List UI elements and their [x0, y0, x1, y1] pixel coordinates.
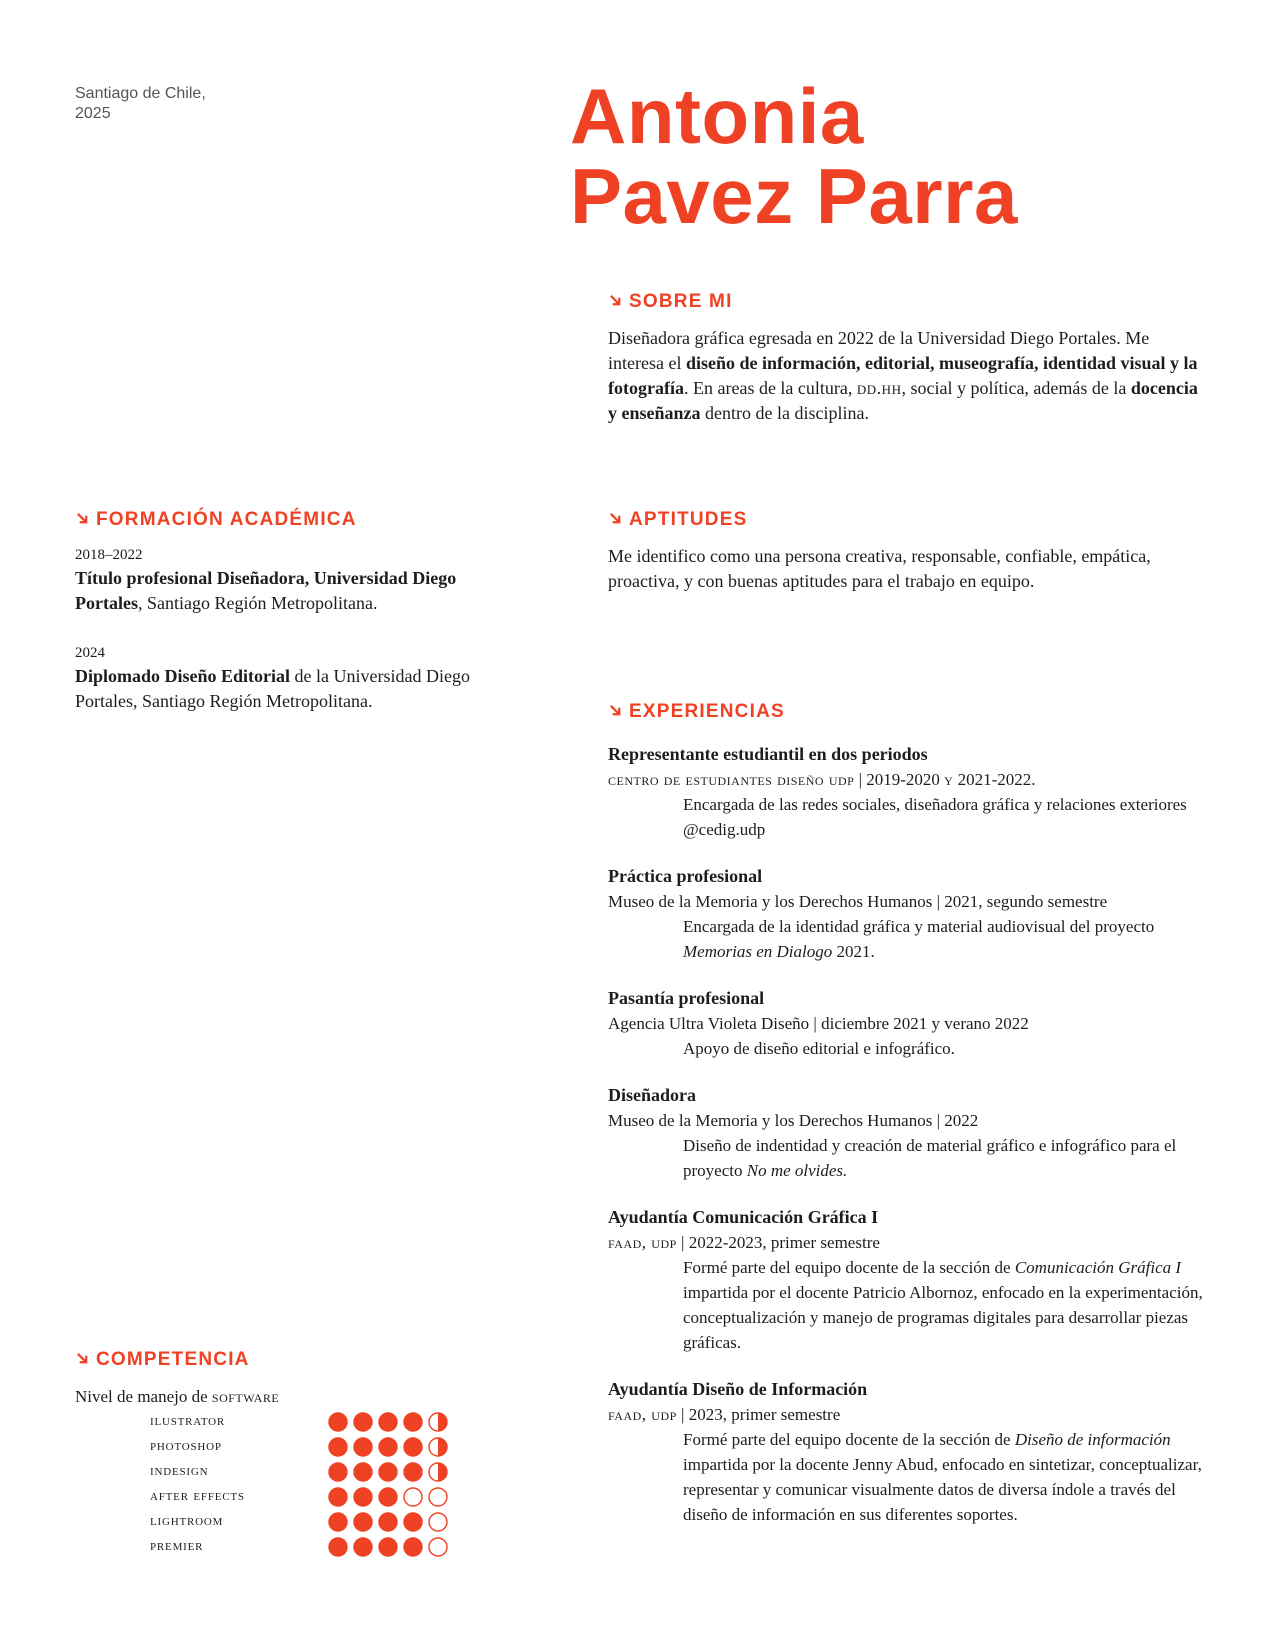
skill-rating [328, 1412, 453, 1432]
experience-organization [608, 1108, 1208, 1133]
text-run: | 2022-2023, primer semestre [676, 1233, 880, 1252]
experience-description [608, 792, 1208, 842]
rating-dot-full-icon [378, 1437, 398, 1457]
rating-dot-full-icon [328, 1487, 348, 1507]
location-year: 2025 [75, 105, 111, 122]
text-run: Comunicación Gráfica I [1014, 1258, 1182, 1277]
experience-entry [608, 742, 1208, 842]
education-section [75, 508, 495, 714]
text-run: . En areas de la cultura, [683, 378, 857, 398]
rating-dot-full-icon [353, 1462, 373, 1482]
about-heading-label: SOBRE MI [629, 291, 733, 312]
skill-name: ilustrator [150, 1413, 226, 1429]
rating-dot-full-icon [328, 1537, 348, 1557]
text-run: Diplomado Diseño Editorial [75, 666, 291, 686]
text-run: de la Universidad Diego Portales, Santiago Región Metropolitana. [75, 666, 470, 711]
skills-intro-text: Nivel de manejo de [75, 1387, 212, 1406]
experience-entry [608, 986, 1208, 1061]
arrow-down-right-icon [608, 703, 623, 718]
rating-dot-full-icon [378, 1462, 398, 1482]
arrow-down-right-icon [75, 511, 90, 526]
education-entry [75, 642, 495, 714]
rating-dot-empty-icon [428, 1487, 448, 1507]
education-heading [75, 508, 495, 532]
aptitudes-heading [608, 508, 1208, 532]
rating-dot-half-icon [428, 1462, 448, 1482]
skill-row [75, 1409, 495, 1434]
education-heading-label: FORMACIÓN ACADÉMICA [96, 509, 357, 530]
rating-dot-full-icon [403, 1437, 423, 1457]
text-run: Encargada de la identidad gráfica y material audiovisual del proyecto [683, 917, 1155, 936]
text-run: , social y política, además de la [901, 378, 1131, 398]
about-heading [608, 290, 1198, 314]
text-run: , Santiago Región Metropolitana. [137, 593, 378, 613]
text-run: impartida por la docente Jenny Abud, enfocado en sintetizar, conceptualizar, representar y comunicar visualmente datos de diversa índole a través del diseño de información en sus diferentes soportes. [683, 1455, 1202, 1524]
rating-dot-full-icon [353, 1512, 373, 1532]
experience-heading [608, 700, 1208, 724]
experience-description [608, 1427, 1208, 1527]
text-run: dentro de la disciplina. [700, 403, 869, 423]
education-list [75, 544, 495, 714]
skill-rating [328, 1512, 453, 1532]
skill-rating [328, 1462, 453, 1482]
experience-section [608, 700, 1208, 1527]
skills-list [75, 1409, 495, 1559]
rating-dot-full-icon [353, 1437, 373, 1457]
experience-role: Práctica profesional [608, 866, 763, 886]
education-year: 2018–2022 [75, 547, 143, 563]
experience-organization [608, 1230, 1208, 1255]
rating-dot-full-icon [403, 1462, 423, 1482]
rating-dot-empty-icon [428, 1512, 448, 1532]
experience-organization [608, 1402, 1208, 1427]
experience-organization [608, 767, 1208, 792]
education-description [75, 664, 495, 714]
rating-dot-full-icon [403, 1412, 423, 1432]
rating-dot-half-icon [428, 1412, 448, 1432]
arrow-down-right-icon [608, 293, 623, 308]
first-name: Antonia [570, 72, 864, 160]
text-run: Museo de la Memoria y los Derechos Humanos | 2022 [608, 1111, 979, 1130]
text-run: 2021. [832, 942, 875, 961]
rating-dot-full-icon [378, 1512, 398, 1532]
rating-dot-full-icon [328, 1462, 348, 1482]
skill-rating [328, 1537, 453, 1557]
skill-rating [328, 1487, 453, 1507]
skill-row [75, 1434, 495, 1459]
arrow-down-right-icon [608, 511, 623, 526]
experience-heading-label: EXPERIENCIAS [629, 701, 785, 722]
experience-role: Pasantía profesional [608, 988, 765, 1008]
rating-dot-full-icon [353, 1487, 373, 1507]
last-names: Pavez Parra [570, 152, 1018, 240]
skill-name: after effects [150, 1488, 245, 1504]
rating-dot-empty-icon [428, 1537, 448, 1557]
text-run: Diseño de indentidad y creación de material gráfico e infográfico para el proyecto [683, 1136, 1177, 1180]
rating-dot-full-icon [378, 1487, 398, 1507]
text-run: Formé parte del equipo docente de la sección de [683, 1258, 1015, 1277]
experience-role: Diseñadora [608, 1085, 697, 1105]
experience-entry [608, 1205, 1208, 1355]
text-run: y [944, 770, 954, 789]
skill-row [75, 1534, 495, 1559]
skills-heading-label: COMPETENCIA [96, 1349, 250, 1370]
text-run: Apoyo de diseño editorial e infográfico. [683, 1039, 955, 1058]
aptitudes-heading-label: APTITUDES [629, 509, 748, 530]
education-description [75, 566, 495, 616]
skill-row [75, 1459, 495, 1484]
experience-description [608, 1255, 1208, 1355]
text-run: impartida por el docente Patricio Albornoz, enfocado en la experimentación, conceptualización y manejo de programas digitales para desarrollar piezas gráficas. [683, 1283, 1203, 1352]
skill-name: photoshop [150, 1438, 222, 1454]
rating-dot-full-icon [328, 1512, 348, 1532]
rating-dot-full-icon [353, 1412, 373, 1432]
rating-dot-full-icon [403, 1512, 423, 1532]
skill-name: indesign [150, 1463, 209, 1479]
text-run: faad, udp [608, 1233, 677, 1252]
experience-role: Representante estudiantil en dos periodos [608, 744, 928, 764]
text-run: Agencia Ultra Violeta Diseño | diciembre 2021 y verano 2022 [608, 1014, 1029, 1033]
skills-section [75, 1348, 495, 1559]
experience-organization [608, 1011, 1208, 1036]
experience-entry [608, 1377, 1208, 1527]
rating-dot-full-icon [328, 1437, 348, 1457]
arrow-down-right-icon [75, 1351, 90, 1366]
rating-dot-full-icon [353, 1537, 373, 1557]
person-name [570, 72, 1018, 240]
about-text [608, 326, 1198, 426]
text-run: dd.hh [856, 378, 902, 398]
experience-description [608, 1036, 1208, 1061]
skill-rating [328, 1437, 453, 1457]
text-run: Encargada de las redes sociales, diseñadora gráfica y relaciones exteriores @cedig.udp [683, 795, 1187, 839]
aptitudes-section [608, 508, 1208, 594]
rating-dot-empty-icon [403, 1487, 423, 1507]
experience-description [608, 1133, 1208, 1183]
about-section [608, 290, 1198, 426]
text-run: diseño de información, editorial, museografía, identidad visual y la fotografía [608, 353, 1198, 398]
skill-name: lightroom [150, 1513, 224, 1529]
skill-row [75, 1509, 495, 1534]
text-run: Museo de la Memoria y los Derechos Humanos | 2021, segundo semestre [608, 892, 1108, 911]
experience-description [608, 914, 1208, 964]
location-city: Santiago de Chile, [75, 85, 206, 102]
aptitudes-text: Me identifico como una persona creativa, responsable, confiable, empática, proactiva, y con buenas aptitudes para el trabajo en equipo. [608, 546, 1151, 591]
rating-dot-full-icon [378, 1412, 398, 1432]
experience-role: Ayudantía Comunicación Gráfica I [608, 1207, 879, 1227]
text-run: Formé parte del equipo docente de la sección de [683, 1430, 1015, 1449]
rating-dot-full-icon [403, 1537, 423, 1557]
location-date [75, 84, 206, 124]
education-entry [75, 544, 495, 616]
rating-dot-full-icon [328, 1412, 348, 1432]
text-run: Diseñadora gráfica egresada en 2022 de la Universidad Diego Portales. Me interesa el [608, 328, 1150, 373]
skills-heading [75, 1348, 495, 1372]
text-run: faad, udp [608, 1405, 677, 1424]
text-run: No me olvides. [746, 1161, 848, 1180]
experience-entry [608, 1083, 1208, 1183]
text-run: Diseño de información [1014, 1430, 1171, 1449]
rating-dot-half-icon [428, 1437, 448, 1457]
skill-row [75, 1484, 495, 1509]
text-run: | 2019-2020 [854, 770, 945, 789]
experience-role: Ayudantía Diseño de Información [608, 1379, 868, 1399]
skills-intro-software: software [211, 1387, 280, 1406]
text-run: Memorias en Dialogo [683, 942, 833, 961]
skills-intro [75, 1384, 495, 1409]
skill-name: premier [150, 1538, 204, 1554]
text-run: Título profesional Diseñadora, Universidad Diego Portales [75, 568, 457, 613]
experience-organization [608, 889, 1208, 914]
text-run: docencia y enseñanza [608, 378, 1198, 423]
text-run: | 2023, primer semestre [676, 1405, 841, 1424]
rating-dot-full-icon [378, 1537, 398, 1557]
education-year: 2024 [75, 645, 105, 661]
experience-entry [608, 864, 1208, 964]
text-run: 2021-2022. [953, 770, 1036, 789]
text-run: centro de estudiantes diseño udp [608, 770, 855, 789]
